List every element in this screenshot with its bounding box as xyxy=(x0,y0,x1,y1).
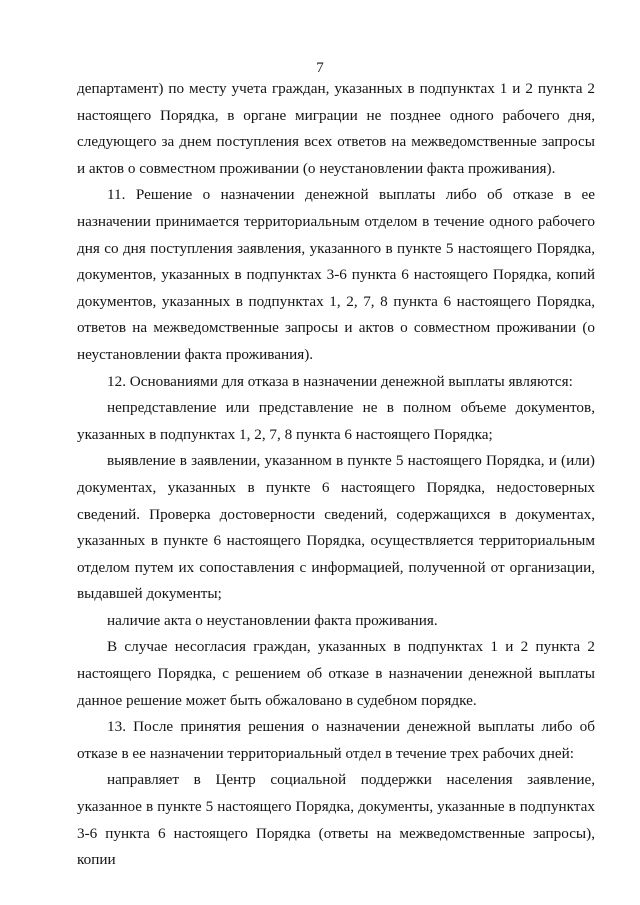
paragraph-clause-13-action: направляет в Центр социальной поддержки населения заявление, указанное в пункте 5 настоящего Порядка, документы, указанные в подпунктах 3-6 пункта 6 настоящего Порядка (ответы на межведомственные запросы), копии xyxy=(77,771,595,869)
paragraph-refusal-ground-1: непредставление или представление не в полном объеме документов, указанных в подпунктах 1, 2, 7, 8 пункта 6 настоящего Порядка; xyxy=(77,399,595,443)
page-number: 7 xyxy=(316,60,324,76)
paragraph-clause-12: 12. Основаниями для отказа в назначении денежной выплаты являются: xyxy=(107,372,573,390)
paragraph-clause-11: 11. Решение о назначении денежной выплаты либо об отказе в ее назначении принимается территориальным отделом в течение одного рабочего дня со дня поступления заявления, указанного в пункте 5 настоящего Порядка, документов, указанных в подпунктах 3-6 пункта 6 настоящего Порядка, копий документов, указанных в подпунктах 1, 2, 7, 8 пункта 6 настоящего Порядка, ответов на межведомственные запросы и актов о совместном проживании (о неустановлении факта проживания). xyxy=(77,186,595,363)
paragraph-clause-13: 13. После принятия решения о назначении денежной выплаты либо об отказе в ее назначении территориальный отдел в течение трех рабочих дней: xyxy=(77,718,595,762)
paragraph-refusal-ground-2: выявление в заявлении, указанном в пункте 5 настоящего Порядка, и (или) документах, указанных в пункте 6 настоящего Порядка, недостоверных сведений. Проверка достоверности сведений, содержащихся в документах, указанных в пункте 6 настоящего Порядка, осуществляется территориальным отделом путем их сопоставления с информацией, полученной от организации, выдавшей документы; xyxy=(77,452,595,603)
paragraph-continuation: департамент) по месту учета граждан, указанных в подпунктах 1 и 2 пункта 2 настоящего Порядка, в органе миграции не позднее одного рабочего дня, следующего за днем поступления всех ответов на межведомственные запросы и актов о совместном проживании (о неустановлении факта проживания). xyxy=(77,80,595,177)
document-body xyxy=(77,76,595,874)
paragraph-appeal: В случае несогласия граждан, указанных в подпунктах 1 и 2 пункта 2 настоящего Порядка, с решением об отказе в назначении денежной выплаты данное решение может быть обжаловано в судебном порядке. xyxy=(77,638,595,709)
paragraph-refusal-ground-3: наличие акта о неустановлении факта проживания. xyxy=(107,611,438,629)
